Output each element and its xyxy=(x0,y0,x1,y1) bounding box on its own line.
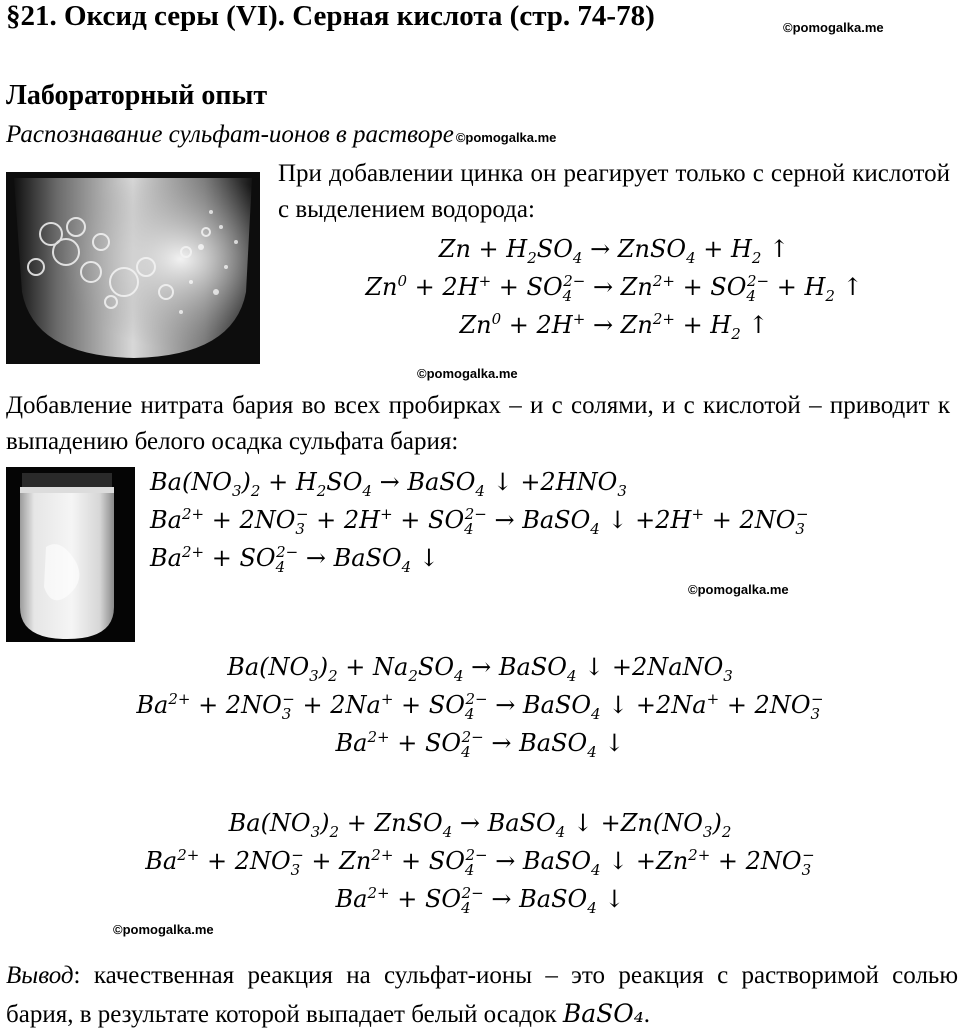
conclusion-label: Вывод xyxy=(6,962,74,989)
section-heading: Лабораторный опыт xyxy=(6,80,268,111)
watermark: ©pomogalka.me xyxy=(113,922,214,937)
equation-line: $Ba(NO_3)_2$ + ZnSO$_4$ → BaSO$_4$ ↓ $+Zn(NO_3)_2$ xyxy=(228,809,732,841)
equation-line: $Ba^{2+} + 2NO_3^- + 2H^+ + SO_4^{2-}$ → BaSO$_4$ ↓ $+2H^+ + 2NO_3^-$ xyxy=(150,505,809,538)
equation-line: $Ba(NO_3)_2 + Na_2SO_4$ → BaSO$_4$ ↓ +2NaNO$_3$ xyxy=(227,653,733,685)
barium-description: Добавление нитрата бария во всех пробирках – и с солями, и с кислотой – приводит к выпадению белого осадка сульфата бария: xyxy=(6,392,950,455)
watermark: ©pomogalka.me xyxy=(688,582,789,597)
equation-line: $Ba^{2+} + 2NO_3^- + Zn^{2+} + SO_4^{2-}$ → BaSO$_4$ ↓ $+Zn^{2+} + 2NO_3^-$ xyxy=(145,846,815,879)
equation-line: $Ba^{2+} + SO_4^{2-}$ → BaSO$_4$ ↓ xyxy=(335,884,625,917)
equation-line: $Zn^0 + 2H^+ + SO_4^{2-} \to Zn^{2+} + SO_4^{2-} + H_2$ ↑ xyxy=(365,272,863,305)
equation-line: $Zn^0 + 2H^+ \to Zn^{2+} + H_2$ ↑ xyxy=(459,310,769,343)
watermark: ©pomogalka.me xyxy=(783,20,884,35)
watermark: ©pomogalka.me xyxy=(455,130,557,145)
page-title: §21. Оксид серы (VI). Серная кислота (стр. 74-78) xyxy=(6,0,655,32)
conclusion-formula: BaSO₄ xyxy=(562,999,644,1028)
watermark: ©pomogalka.me xyxy=(417,366,518,381)
zinc-reaction-image xyxy=(6,172,260,364)
barium-equations-acid xyxy=(150,463,930,577)
equation-line: $Ba^{2+} + SO_4^{2-}$ → BaSO$_4$ ↓ xyxy=(150,543,439,576)
equation-line: $Ba^{2+} + SO_4^{2-}$ → BaSO$_4$ ↓ xyxy=(335,728,625,761)
barium-equations-sodium xyxy=(0,648,960,762)
zinc-description: При добавлении цинка он реагирует только с серной кислотой с выделением водорода: xyxy=(278,160,950,223)
zinc-equations xyxy=(278,230,950,344)
conclusion: Вывод: качественная реакция на сульфат-ионы – это реакция с растворимой солью бария, в результате которой выпадает белый осадок BaSO₄. xyxy=(6,962,958,1028)
section-subheading: Распознавание сульфат-ионов в растворе ©pomogalka.me xyxy=(6,121,557,148)
equation-line: $Zn + H_2SO_4$ → ZnSO$_4$ + $H_2$ ↑ xyxy=(438,235,790,267)
conclusion-text: : качественная реакция на сульфат-ионы – это реакция с растворимой солью бария, в результате которой выпадает белый осадок xyxy=(6,962,958,1028)
barium-equations-zinc xyxy=(0,804,960,918)
barium-sulfate-image xyxy=(6,467,135,642)
equation-line: $Ba^{2+} + 2NO_3^- + 2Na^+ + SO_4^{2-}$ → BaSO$_4$ ↓ $+2Na^+ + 2NO_3^-$ xyxy=(136,690,824,723)
equation-line: $Ba(NO_3)_2 + H_2SO_4$ → BaSO$_4$ ↓ $+2HNO_3$ xyxy=(150,468,627,500)
